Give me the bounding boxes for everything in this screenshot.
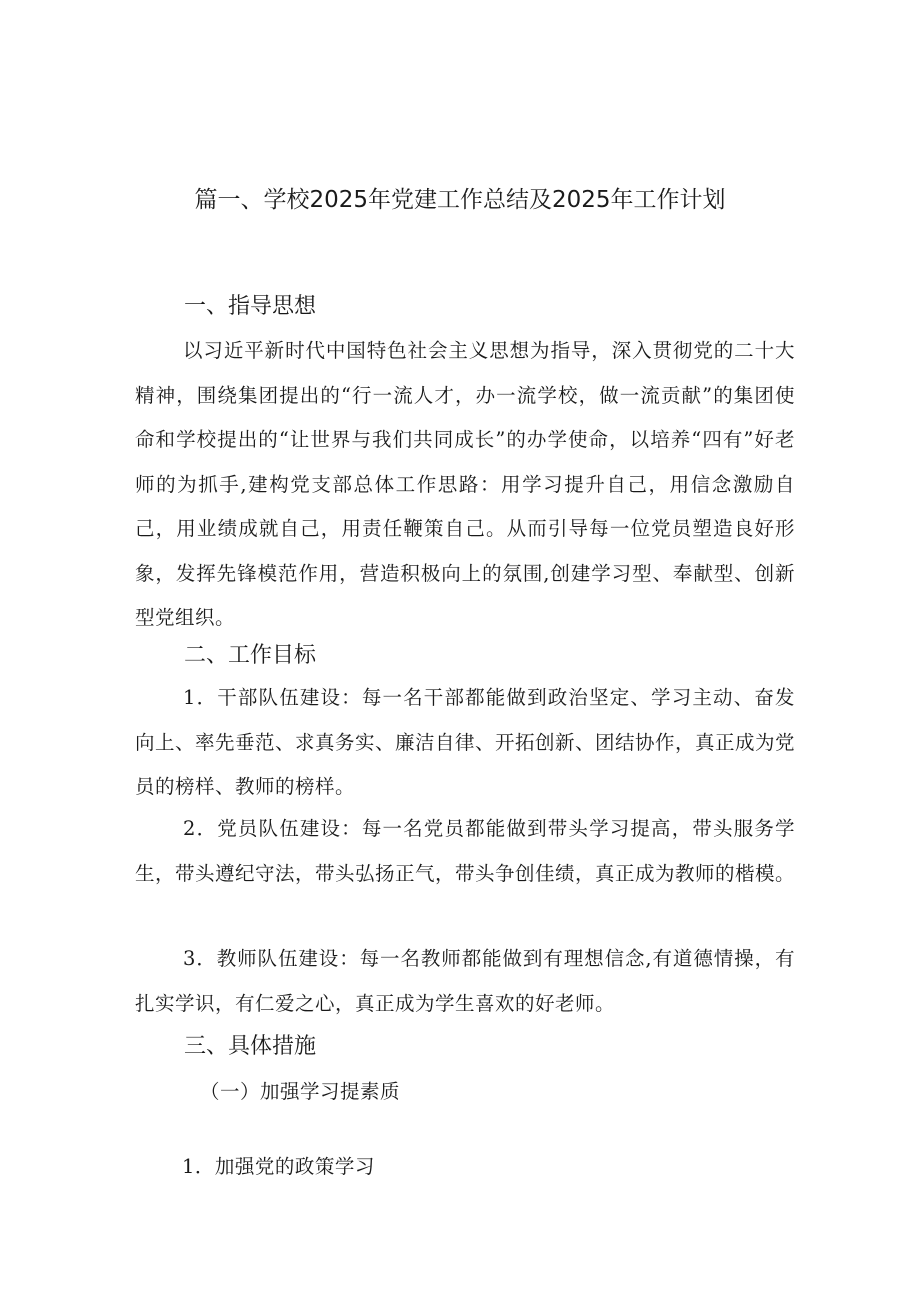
document-title: 篇一、学校2025年党建工作总结及2025年工作计划 bbox=[194, 187, 726, 213]
section-heading-measures: 三、具体措施 bbox=[184, 1034, 317, 1059]
section-heading-guiding: 一、指导思想 bbox=[184, 294, 317, 319]
guiding-paragraph: 以习近平新时代中国特色社会主义思想为指导，深入贯彻党的二十大精神，围绕集团提出的“行一流人才，办一流学校，做一流贡献”的集团使命和学校提出的“让世界与我们共同成长”的办学使命，以培养“四有”好老师的为抓手,建构党支部总体工作思路：用学习提升自己，用信念激励自己，用业绩成就自己，用责任鞭策自己。从而引导每一位党员塑造良好形象，发挥先锋模范作用，营造积极向上的氛围,创建学习型、奉献型、创新型党组织。 bbox=[135, 339, 795, 629]
measures-item-1: 1．加强党的政策学习 bbox=[182, 1155, 375, 1178]
goal-item-2: 2．党员队伍建设：每一名党员都能做到带头学习提高，带头服务学生，带头遵纪守法，带头弘扬正气，带头争创佳绩，真正成为教师的楷模。 bbox=[135, 817, 796, 885]
goal-item-3: 3．教师队伍建设：每一名教师都能做到有理想信念,有道德情操，有扎实学识，有仁爱之心，真正成为学生喜欢的好老师。 bbox=[135, 947, 795, 1015]
measures-subheading: （一）加强学习提素质 bbox=[200, 1080, 401, 1103]
section-heading-goals: 二、工作目标 bbox=[184, 643, 317, 668]
goal-item-1: 1．干部队伍建设：每一名干部都能做到政治坚定、学习主动、奋发向上、率先垂范、求真务实、廉洁自律、开拓创新、团结协作，真正成为党员的榜样、教师的榜样。 bbox=[135, 686, 796, 798]
